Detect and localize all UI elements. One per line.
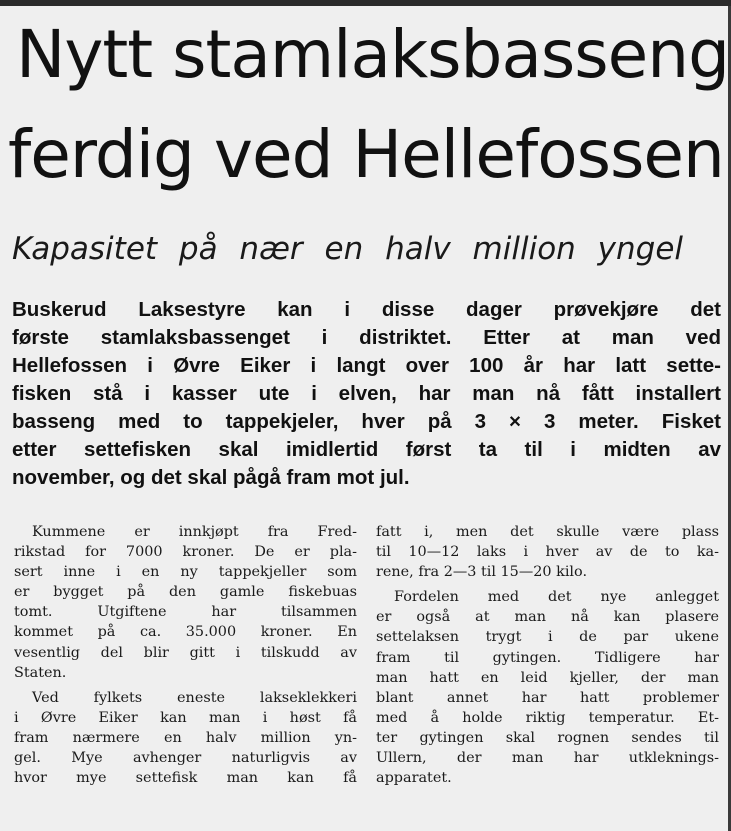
body-line: hvor mye settefisk man kan få (14, 770, 357, 787)
body-line: Staten. (14, 664, 67, 681)
body-line: Fordelen med det nye anlegget (394, 589, 719, 606)
body-line: rene, fra 2—3 til 15—20 kilo. (376, 564, 588, 581)
body-line: settelaksen trygt i de par ukene (376, 629, 719, 646)
top-frame-bar (0, 0, 731, 6)
lead-line: basseng med to tappekjeler, hver på 3 × 3 meter. Fisket (12, 410, 721, 433)
lead-paragraph (12, 296, 721, 492)
body-line: er bygget på den gamle fiskebuas (14, 584, 357, 601)
lead-line: første stamlaksbassenget i distriktet. Etter at man ved (12, 326, 721, 349)
body-line: til 10—12 laks i hver av de to ka- (376, 544, 719, 561)
body-line: i Øvre Eiker kan man i høst få (14, 709, 357, 726)
body-paragraph-1 (14, 522, 357, 683)
body-column-left (14, 522, 357, 788)
body-line: kommet på ca. 35.000 kroner. En (14, 624, 357, 641)
body-line: fatt i, men det skulle være plass (376, 524, 719, 540)
lead-line: etter settefisken skal imidlertid først ta til i midten av (12, 438, 721, 461)
headline-line-1: Nytt stamlaksbasseng (16, 16, 729, 93)
body-paragraph-4 (376, 587, 719, 788)
body-line: Ved fylkets eneste lakseklekkeri (32, 689, 357, 706)
body-paragraph-3 (376, 522, 719, 582)
body-line: fram nærmere en halv million yn- (14, 729, 357, 746)
body-line: apparatet. (376, 770, 452, 787)
body-line: Kummene er innkjøpt fra Fred- (32, 524, 357, 540)
headline-line-2: ferdig ved Hellefossen (8, 116, 724, 193)
body-line: ter gytingen skal rognen sendes til (376, 729, 719, 746)
subheadline: Kapasitet på nær en halv million yngel (12, 231, 684, 267)
body-line: Ullern, der man har utkleknings- (376, 750, 719, 767)
body-line: er også at man nå kan plasere (376, 609, 719, 626)
body-line: rikstad for 7000 kroner. De er pla- (14, 544, 357, 561)
lead-line: fisken stå i kasser ute i elven, har man nå fått installert (12, 382, 721, 405)
body-line: sert inne i en ny tappekjeller som (14, 564, 357, 581)
lead-line: Buskerud Laksestyre kan i disse dager prøvekjøre det (12, 298, 721, 321)
body-line: man hatt en leid kjeller, der man (376, 669, 719, 686)
body-line: blant annet har hatt problemer (376, 689, 719, 706)
body-line: med å holde riktig temperatur. Et- (376, 709, 719, 726)
body-line: vesentlig del blir gitt i tilskudd av (14, 644, 357, 661)
body-line: gel. Mye avhenger naturligvis av (14, 750, 357, 767)
body-column-right (376, 522, 719, 788)
lead-line: Hellefossen i Øvre Eiker i langt over 100 år har latt sette- (12, 354, 721, 377)
lead-line: november, og det skal pågå fram mot jul. (12, 466, 410, 489)
body-paragraph-2 (14, 688, 357, 788)
body-line: fram til gytingen. Tidligere har (376, 649, 719, 666)
body-line: tomt. Utgiftene har tilsammen (14, 604, 357, 621)
